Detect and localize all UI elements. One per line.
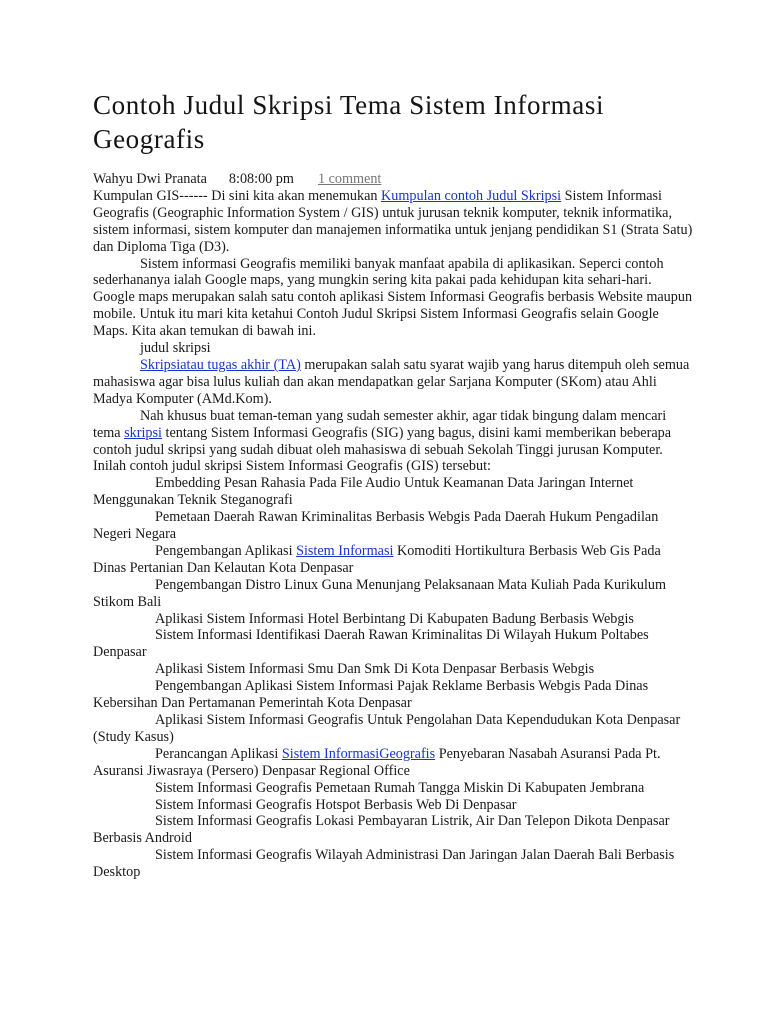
- list-item: [93, 627, 693, 661]
- list-item: [93, 813, 693, 847]
- post-time: 8:08:00 pm: [228, 171, 294, 187]
- list-item-text: Aplikasi Sistem Informasi Hotel Berbintang Di Kabupaten Badung Berbasis Webgis: [155, 610, 634, 627]
- list-item: [93, 611, 693, 628]
- skripsi-paragraph: [93, 357, 693, 408]
- list-item: [93, 509, 693, 543]
- list-item-text: Sistem Informasi Identifikasi Daerah Rawan Kriminalitas Di Wilayah Hukum Poltabes Denpasar: [93, 627, 649, 661]
- article-body: [93, 171, 693, 881]
- list-item-text: Perancangan Aplikasi: [155, 745, 282, 762]
- list-item: [93, 543, 693, 577]
- list-item-text: Aplikasi Sistem Informasi Geografis Untuk Pengolahan Data Kependudukan Kota Denpasar (Study Kasus): [93, 712, 681, 745]
- page-title: Contoh Judul Skripsi Tema Sistem Informasi Geografis: [93, 90, 605, 154]
- comments-link[interactable]: 1 comment: [317, 171, 382, 187]
- tema-text-start: Nah khusus buat teman-teman yang sudah semester akhir, agar tidak bingung dalam mencari tema: [93, 407, 667, 441]
- list-item-text: Embedding Pesan Rahasia Pada File Audio Untuk Keamanan Data Jaringan Internet Menggunakan Teknik Steganografi: [93, 475, 634, 509]
- list-item: [93, 780, 693, 797]
- list-item-text: Pengembangan Distro Linux Guna Menunjang Pelaksanaan Mata Kuliah Pada Kurikulum Stikom Bali: [93, 576, 667, 610]
- list-item: [93, 678, 693, 712]
- list-item-text: Aplikasi Sistem Informasi Smu Dan Smk Di Kota Denpasar Berbasis Webgis: [155, 661, 595, 678]
- list-item: [93, 712, 693, 746]
- sistem-informasi-geografis-link[interactable]: Sistem InformasiGeografis: [281, 745, 436, 762]
- list-item-text: Sistem Informasi Geografis Hotspot Berbasis Web Di Denpasar: [155, 796, 517, 813]
- kumpulan-skripsi-link[interactable]: Kumpulan contoh Judul Skripsi: [381, 187, 562, 204]
- intro-text-start: Kumpulan GIS------ Di sini kita akan menemukan: [93, 187, 382, 204]
- list-item-text: Pengembangan Aplikasi Sistem Informasi Pajak Reklame Berbasis Webgis Pada Dinas Kebersihan Dan Pertamanan Pemerintah Kota Denpasar: [93, 678, 649, 712]
- list-item: [93, 475, 693, 509]
- intro-paragraph: [93, 188, 693, 256]
- list-item: [93, 847, 693, 881]
- skripsi-text: merupakan salah satu syarat wajib yang harus ditempuh oleh semua mahasiswa agar bisa lulus kuliah dan akan mendapatkan gelar Sarjana Komputer (SKom) atau Ahli Madya Komputer (AMd.Kom).: [93, 356, 690, 407]
- thesis-title-list: [93, 475, 693, 881]
- list-item-text: Pengembangan Aplikasi: [155, 542, 297, 559]
- sistem-informasi-link[interactable]: Sistem Informasi: [296, 542, 394, 559]
- tema-text-end: tentang Sistem Informasi Geografis (SIG) yang bagus, disini kami memberikan beberapa contoh judul skripsi yang sudah dibuat oleh mahasiswa di sebuah Sekolah Tinggi jurusan Komputer. Inilah contoh judul skripsi Sistem Informasi Geografis (GIS) tersebut:: [93, 424, 672, 475]
- list-item-text-end: Komoditi Hortikultura Berbasis Web Gis Pada Dinas Pertanian Dan Kelautan Kota Denpasar: [93, 542, 661, 576]
- list-item-text: Sistem Informasi Geografis Wilayah Administrasi Dan Jaringan Jalan Daerah Bali Berbasis Desktop: [93, 847, 675, 881]
- list-item-text: Sistem Informasi Geografis Pemetaan Rumah Tangga Miskin Di Kabupaten Jembrana: [155, 779, 645, 796]
- skripsi-ta-link[interactable]: Skripsiatau tugas akhir (TA): [140, 356, 301, 373]
- list-item: [93, 661, 693, 678]
- intro-text-end: Sistem Informasi Geografis (Geographic Information System / GIS) untuk jurusan teknik komputer, teknik informatika, sistem informasi, sistem komputer dan manajemen informatika untuk jenjang pendidikan S1 (Strata Satu) dan Diploma Tiga (D3).: [93, 187, 693, 255]
- author-name: Wahyu Dwi Pranata: [93, 171, 207, 187]
- tema-paragraph: [93, 408, 693, 476]
- list-item-text: Pemetaan Daerah Rawan Kriminalitas Berbasis Webgis Pada Daerah Hukum Pengadilan Negeri Negara: [93, 509, 659, 543]
- skripsi-link[interactable]: skripsi: [124, 424, 162, 441]
- list-item: [93, 746, 693, 780]
- list-item: [93, 797, 693, 814]
- list-item: [93, 577, 693, 611]
- subheading-judul-skripsi: judul skripsi: [140, 340, 211, 357]
- list-item-text-end: Penyebaran Nasabah Asuransi Pada Pt. Asuransi Jiwasraya (Persero) Denpasar Regional Office: [93, 745, 661, 779]
- benefits-paragraph: Sistem informasi Geografis memiliki banyak manfaat apabila di aplikasikan. Seperci contoh sederhananya ialah Google maps, yang mungkin sering kita pakai pada kehidupan kita sehari-hari. Google maps merupakan salah satu contoh aplikasi Sistem Informasi Geografis berbasis Website maupun mobile. Untuk itu mari kita ketahui Contoh Judul Skripsi Sistem Informasi Geografis selain Google Maps. Kita akan temukan di bawah ini.: [93, 255, 693, 340]
- list-item-text: Sistem Informasi Geografis Lokasi Pembayaran Listrik, Air Dan Telepon Dikota Denpasar Berbasis Android: [93, 813, 670, 847]
- post-meta: [93, 171, 693, 188]
